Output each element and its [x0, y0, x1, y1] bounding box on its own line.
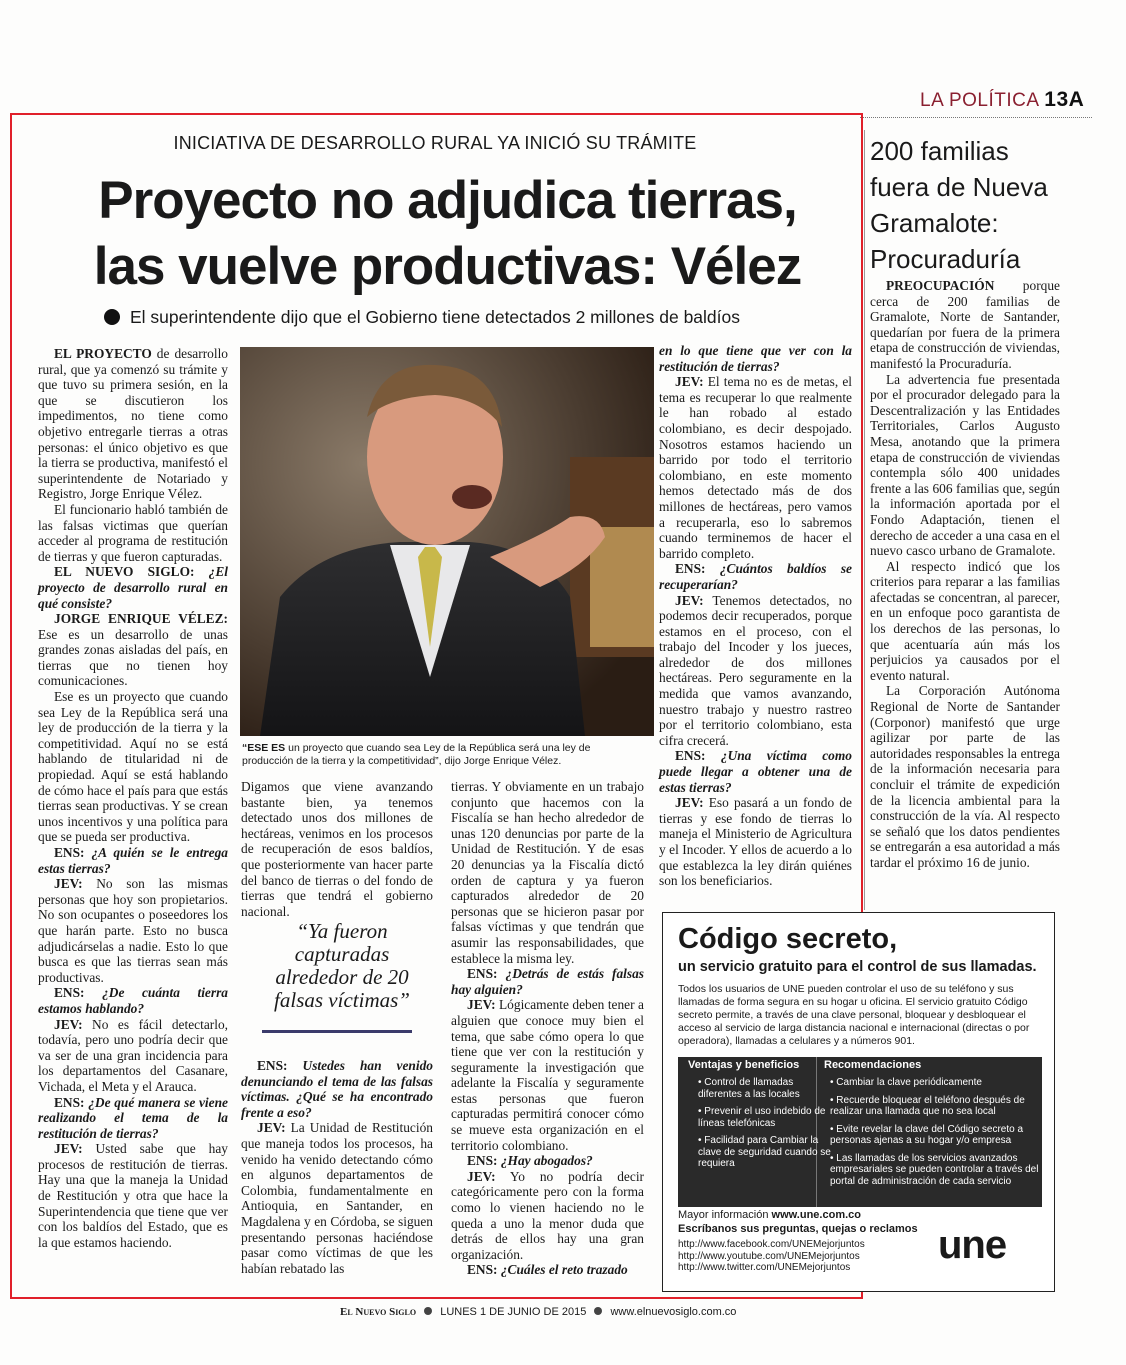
- ad-more-info: [678, 1209, 861, 1221]
- ad-subtitle: un servicio gratuito para el control de sus llamadas.: [678, 959, 1037, 975]
- ad-table: [678, 1057, 1042, 1207]
- paragraph-text: ¿Cuáles el reto trazado: [497, 1262, 628, 1278]
- paragraph-text: La Unidad de Restitución que maneja todos los procesos, ha venido ha venido detectando cómo en algunos departamentos de Colombia, fundamentalmente en Antioquia, en Santander, en Magdalena y en Córdoba, se siguen presentando personas haciéndose pasar como víctimas de que les habían rebatado las: [241, 1120, 433, 1276]
- paragraph-text: de desarrollo rural, que ya comenzó su trámite y que tuvo su primera sesión, en la que se discutieron los impedimentos, no tiene como objetivo entregarle tierras a otras personas: el único objetivo es que la tierra se productiva, manifestó el superintendente de Notariado y Registro, Jorge Enrique Vélez.: [38, 346, 228, 502]
- speaker-label: JEV:: [675, 374, 704, 390]
- bullet-icon: •: [698, 1077, 705, 1088]
- paragraph-text: Ese es un proyecto que cuando sea Ley de la República será una ley de producción de la tierra y la competitividad. Aquí no se está hablando de titularidad ni de propiedad. Aquí se está hablando de cómo hace el país para que estás tierras sean productivas. Y se crean unos incentivos y una política para que se pueda ser productiva.: [38, 689, 228, 845]
- article-paragraph: [451, 1262, 644, 1278]
- article-paragraph: [38, 876, 228, 985]
- article-paragraph: [451, 966, 644, 997]
- article-paragraph: [241, 1120, 433, 1276]
- ad-right-list: [818, 1077, 1050, 1193]
- article-paragraph: [38, 985, 228, 1016]
- paragraph-text: tierras. Y obviamente en un trabajo conjunto que hacemos con la Fiscalía se han hecho alrededor de unas 120 denuncias por parte de la Unidad de Restitución. Y de esas 20 denuncias ya la Fiscalía dictó orden de captura y ya fueron capturados alrededor de 20 personas que se hicieron pasar por falsas víctimas y que tendrán que asumir las responsabilidades, que establece la misma ley.: [451, 779, 644, 966]
- article-paragraph: [659, 343, 852, 374]
- paragraph-text: ¿Hay abogados?: [497, 1153, 593, 1169]
- ad-list-text: Control de llamadas diferentes a las locales: [698, 1077, 800, 1100]
- article-paragraph: [38, 611, 228, 689]
- ad-left-header: Ventajas y beneficios: [688, 1059, 800, 1071]
- bullet-icon: [104, 309, 120, 325]
- article-paragraph: [241, 779, 433, 919]
- paragraph-text: Lógicamente deben tener a alguien que conoce muy bien el tema, que sabe cómo opera lo que tiene que ver con la restitución y seguramente la investigación que adelante la Fiscalía y seguramente estas personas que fueron capturadas permitirá conocer cómo se mueve esta organización en el territorio colombiano.: [451, 997, 644, 1153]
- paragraph-text: El tema no es de metas, el tema es recuperar lo que realmente le han robado al estado colombiano, es decir despojado. Nosotros estamos haciendo un barrido por todo el territorio colombiano, en este momento hemos detectado más de dos millones de hectáreas, pero vamos a recuperarla, eso lo sabremos cuando terminemos de hacer el barrido completo.: [659, 374, 852, 561]
- caption-lead: “ESE ES: [242, 742, 286, 754]
- paragraph-text: ¿A quién se le entrega estas tierras?: [38, 845, 228, 876]
- headline-line-1: Proyecto no adjudica tierras,: [98, 171, 797, 230]
- ad-more-label: Mayor información: [678, 1209, 772, 1221]
- summary: [104, 307, 824, 328]
- ad-social-link[interactable]: http://www.youtube.com/UNEMejorjuntos: [678, 1250, 860, 1262]
- speaker-label: EL NUEVO SIGLO:: [54, 564, 195, 580]
- ad-list-item: [830, 1153, 1050, 1188]
- side-story-body: [870, 278, 1060, 871]
- footer: [340, 1306, 736, 1318]
- article-paragraph: [659, 795, 852, 889]
- side-headline: 200 familias fuera de Nueva Gramalote: Procuraduría: [870, 136, 1048, 274]
- speaker-label: JEV:: [675, 795, 704, 811]
- article-column-2b: [241, 1058, 433, 1276]
- ad-left-list: [678, 1077, 832, 1176]
- page-number: 13A: [1044, 88, 1085, 111]
- paragraph-text: Yo no podría decir categóricamente pero con la forma como lo vienen haciendo no le queda a uno la menor duda que detrás de ellos hay una gran organización.: [451, 1168, 644, 1262]
- section-name: LA POLÍTICA: [920, 90, 1039, 111]
- side-paragraph: [870, 559, 1060, 684]
- paragraph-text: La advertencia fue presentada por el procurador delegado para la Descentralización y las Entidades Territoriales, Carlos Augusto Mesa, anotando que la primera etapa de construcción de viviendas contempla sólo 400 unidades frente a las 606 familias que, según la información aportada por el Fondo Adaptación, tienen el derecho de acceder a una casa en el nuevo casco urbano de Gramalote.: [870, 371, 1060, 559]
- ad-write-us: Escríbanos sus preguntas, quejas o reclamos: [678, 1223, 918, 1235]
- ad-list-text: Recuerde bloquear el teléfono después de realizar una llamada que no sea local: [830, 1094, 1025, 1117]
- article-paragraph: [659, 593, 852, 749]
- paragraph-text: Tenemos detectados, no podemos decir recuperados, porque estamos en el proceso, con el trabajo del Incoder y los jueces, alrededor de dos millones hectáreas. Pero seguramente en la medida que vamos avanzando, nuestro trabajo y nuestro rastreo por el territorio colombiano, esta cifra crecerá.: [659, 592, 852, 748]
- bullet-icon: •: [698, 1106, 705, 1117]
- speaker-label: JEV:: [675, 592, 704, 608]
- bullet-icon: •: [830, 1152, 837, 1164]
- column-divider: [864, 130, 865, 910]
- summary-text: El superintendente dijo que el Gobierno tiene detectados 2 millones de baldíos: [130, 307, 740, 327]
- paragraph-lead: PREOCUPACIÓN: [886, 278, 995, 293]
- paragraph-text: ¿Detrás de estás falsas hay alguien?: [451, 966, 644, 997]
- paragraph-text: Ustedes han venido denunciando el tema de las falsas víctimas. ¿Qué se ha encontrado frente a eso?: [241, 1058, 433, 1120]
- pull-quote: [258, 920, 426, 1012]
- side-paragraph: [870, 372, 1060, 559]
- speaker-label: ENS:: [54, 845, 85, 860]
- bullet-icon: •: [830, 1077, 837, 1088]
- article-column-2: [241, 779, 433, 919]
- footer-paper: El Nuevo Siglo: [340, 1306, 417, 1318]
- ad-title: Código secreto,: [678, 923, 898, 955]
- bullet-icon: •: [830, 1094, 837, 1106]
- ad-list-text: Facilidad para Cambiar la clave de seguridad cuando se requiera: [698, 1135, 831, 1169]
- portrait-photo: [240, 347, 654, 736]
- speaker-label: JEV:: [467, 997, 496, 1013]
- article-paragraph: [38, 1141, 228, 1250]
- speaker-label: ENS:: [675, 561, 706, 577]
- article-paragraph: [38, 1095, 228, 1142]
- ad-body: Todos los usuarios de UNE pueden controlar el uso de su teléfono y sus llamadas de forma segura en su hogar u oficina. El servicio gratuito Código secreto permite, a través de una clave personal, bloquear y desbloquear el acceso al servicio de larga distancia nacional e internacional (directas o por operadora), llamadas a celulares y a números 901.: [678, 983, 1030, 1047]
- speaker-label: ENS:: [467, 1153, 498, 1169]
- pull-quote-text: “Ya fueron capturadas alrededor de 20 falsas víctimas”: [274, 919, 410, 1012]
- ad-links: [678, 1239, 865, 1274]
- paragraph-text: ¿De cuánta tierra estamos hablando?: [38, 985, 228, 1016]
- paragraph-text: Usted sabe que hay procesos de restitución de tierras. Hay una que la maneja la Unidad de Restitución y otra que hace la Superintendencia que tiene que ver con los baldíos del Estado, que es la que estamos haciendo.: [38, 1141, 228, 1250]
- ad-list-item: [830, 1124, 1050, 1147]
- paragraph-text: ¿De qué manera se viene realizando el tema de la restitución de tierras?: [38, 1094, 228, 1141]
- speaker-label: JEV:: [467, 1168, 496, 1184]
- side-paragraph: [870, 683, 1060, 870]
- speaker-label: JEV:: [54, 1016, 83, 1032]
- footer-url[interactable]: www.elnuevosiglo.com.co: [610, 1306, 737, 1318]
- paragraph-text: No es fácil detectarlo, todavía, pero uno podría decir que va ser de una gran incidencia para los departamentos del Casanare, Vichada, el Meta y el Arauca.: [38, 1016, 228, 1094]
- article-paragraph: [659, 748, 852, 795]
- speaker-label: ENS:: [257, 1058, 288, 1073]
- paragraph-text: La Corporación Autónoma Regional de Norte de Santander (Corponor) manifestó que urge agilizar por parte de las autoridades responsables la entrega de la información necesaria para concluir el trámite de expedición de la licencia ambiental para la construcción de la vía. Al respecto se señaló que los datos pendientes se entregarán a esa autoridad a más tardar el próximo 16 de junio.: [870, 683, 1060, 870]
- speaker-label: JEV:: [54, 876, 83, 892]
- speaker-label: JEV:: [257, 1120, 286, 1136]
- article-paragraph: [241, 1058, 433, 1120]
- side-paragraph: [870, 278, 1060, 372]
- speaker-label: JORGE ENRIQUE VÉLEZ:: [54, 611, 228, 627]
- kicker: INICIATIVA DE DESARROLLO RURAL YA INICIÓ SU TRÁMITE: [173, 133, 697, 153]
- speaker-label: ENS:: [54, 985, 85, 1001]
- article-column-3: [451, 779, 644, 1278]
- bullet-icon: •: [830, 1123, 837, 1135]
- paragraph-lead: EL PROYECTO: [54, 346, 152, 361]
- paragraph-text: Digamos que viene avanzando bastante bien, ya tenemos detectado unos dos millones de hectáreas, venimos en los procesos de recuperación de esos baldíos, que posteriormente van hacer parte del banco de tierras o del fondo de tierras que tendrá el gobierno nacional.: [241, 779, 433, 919]
- ad-social-link[interactable]: http://www.facebook.com/UNEMejorjuntos: [678, 1239, 865, 1250]
- une-logo: [938, 1223, 1006, 1268]
- article-paragraph: [38, 1017, 228, 1095]
- ad-box: [662, 912, 1055, 1292]
- paragraph-text: ¿Cuántos baldíos se recuperarían?: [659, 561, 852, 592]
- ad-list-text: Cambiar la clave periódicamente: [836, 1077, 982, 1088]
- article-column-4: [659, 343, 852, 889]
- article-paragraph: [451, 1169, 644, 1263]
- footer-dot-icon: [424, 1307, 432, 1315]
- paragraph-text: ¿Una víctima como puede llegar a obtener una de estas tierras?: [659, 748, 852, 795]
- article-column-1: [38, 346, 228, 1250]
- speaker-label: ENS:: [467, 966, 498, 982]
- speaker-label: ENS:: [54, 1094, 85, 1110]
- ad-list-text: Prevenir el uso indebido de líneas telefónicas: [698, 1106, 826, 1129]
- ad-social-link[interactable]: http://www.twitter.com/UNEMejorjuntos: [678, 1262, 851, 1273]
- headline-line-2: las vuelve productivas: Vélez: [93, 237, 802, 296]
- article-paragraph: [38, 689, 228, 845]
- article-paragraph: [451, 997, 644, 1153]
- footer-date: LUNES 1 DE JUNIO DE 2015: [440, 1306, 587, 1318]
- paragraph-text: Eso pasará a un fondo de tierras y ese fondo de tierras lo maneja el Ministerio de Agricultura y el Incoder. Y ellos de acuerdo a lo que establezca la ley dirán quiénes son los beneficiarios.: [659, 795, 852, 889]
- ad-list-item: [698, 1135, 832, 1170]
- speaker-label: ENS:: [675, 748, 706, 764]
- article-paragraph: [659, 374, 852, 561]
- article-paragraph: [38, 845, 228, 876]
- paragraph-text: No son las mismas personas que hoy son propietarios. No son ocupantes o poseedores los que harán parte. Esto no busca adjudicárselas a nadie. Esto lo que busca es que las tierras sean más productivas.: [38, 876, 228, 985]
- article-paragraph: [451, 779, 644, 966]
- paragraph-text: Ese es un desarrollo de unas grandes zonas aisladas del país, en tierras que no tienen hoy comunicaciones.: [38, 626, 228, 689]
- paragraph-text: El funcionario habló también de las falsas victimas que querían acceder al programa de restitución de tierras y que fueron capturadas.: [38, 501, 228, 564]
- article-paragraph: [451, 1153, 644, 1169]
- section-header: [920, 88, 1084, 112]
- ad-list-item: [830, 1077, 1050, 1089]
- paragraph-text: en lo que tiene que ver con la restitución de tierras?: [659, 343, 852, 374]
- headline: [40, 168, 855, 300]
- bullet-icon: •: [698, 1135, 705, 1146]
- paragraph-text: Al respecto indicó que los criterios para reparar a las familias afectadas se concentran, al parecer, en un enfoque poco garantista de los derechos de las personas, lo que acentuaría aún más los perjuicios ya causados por el evento natural.: [870, 558, 1060, 683]
- ad-list-text: Evite revelar la clave del Código secreto a personas ajenas a su hogar y/o empresa: [830, 1123, 1024, 1146]
- footer-dot-icon: [594, 1307, 602, 1315]
- pull-quote-rule: [262, 1030, 412, 1033]
- article-paragraph: [38, 564, 228, 611]
- paragraph-text: porque cerca de 200 familias de Gramalote, Norte de Santander, quedarían por fuera de la primera etapa de construcción de viviendas, manifestó la Procuraduría.: [870, 278, 1060, 371]
- photo: [240, 347, 654, 736]
- photo-caption: [242, 742, 642, 768]
- article-paragraph: [38, 346, 228, 502]
- caption-text: un proyecto que cuando sea Ley de la República será una ley de producción de la tierra y la competitividad”, dijo Jorge Enrique Vélez.: [242, 742, 591, 767]
- ad-list-item: [698, 1106, 832, 1129]
- ad-more-url[interactable]: www.une.com.co: [771, 1209, 861, 1221]
- speaker-label: JEV:: [54, 1141, 83, 1157]
- une-logo-text: une: [938, 1223, 1007, 1267]
- ad-list-item: [830, 1095, 1050, 1118]
- article-paragraph: [659, 561, 852, 592]
- article-paragraph: [38, 502, 228, 564]
- ad-list-item: [698, 1077, 832, 1100]
- ad-right-header: Recomendaciones: [824, 1059, 922, 1071]
- paragraph-text: ¿El proyecto de desarrollo rural en qué consiste?: [38, 564, 228, 611]
- ad-list-text: Las llamadas de los servicios avanzados empresariales se pueden controlar a través del portal de administración de cada servicio: [830, 1152, 1039, 1187]
- speaker-label: ENS:: [467, 1262, 498, 1278]
- header-rule: [860, 117, 1092, 118]
